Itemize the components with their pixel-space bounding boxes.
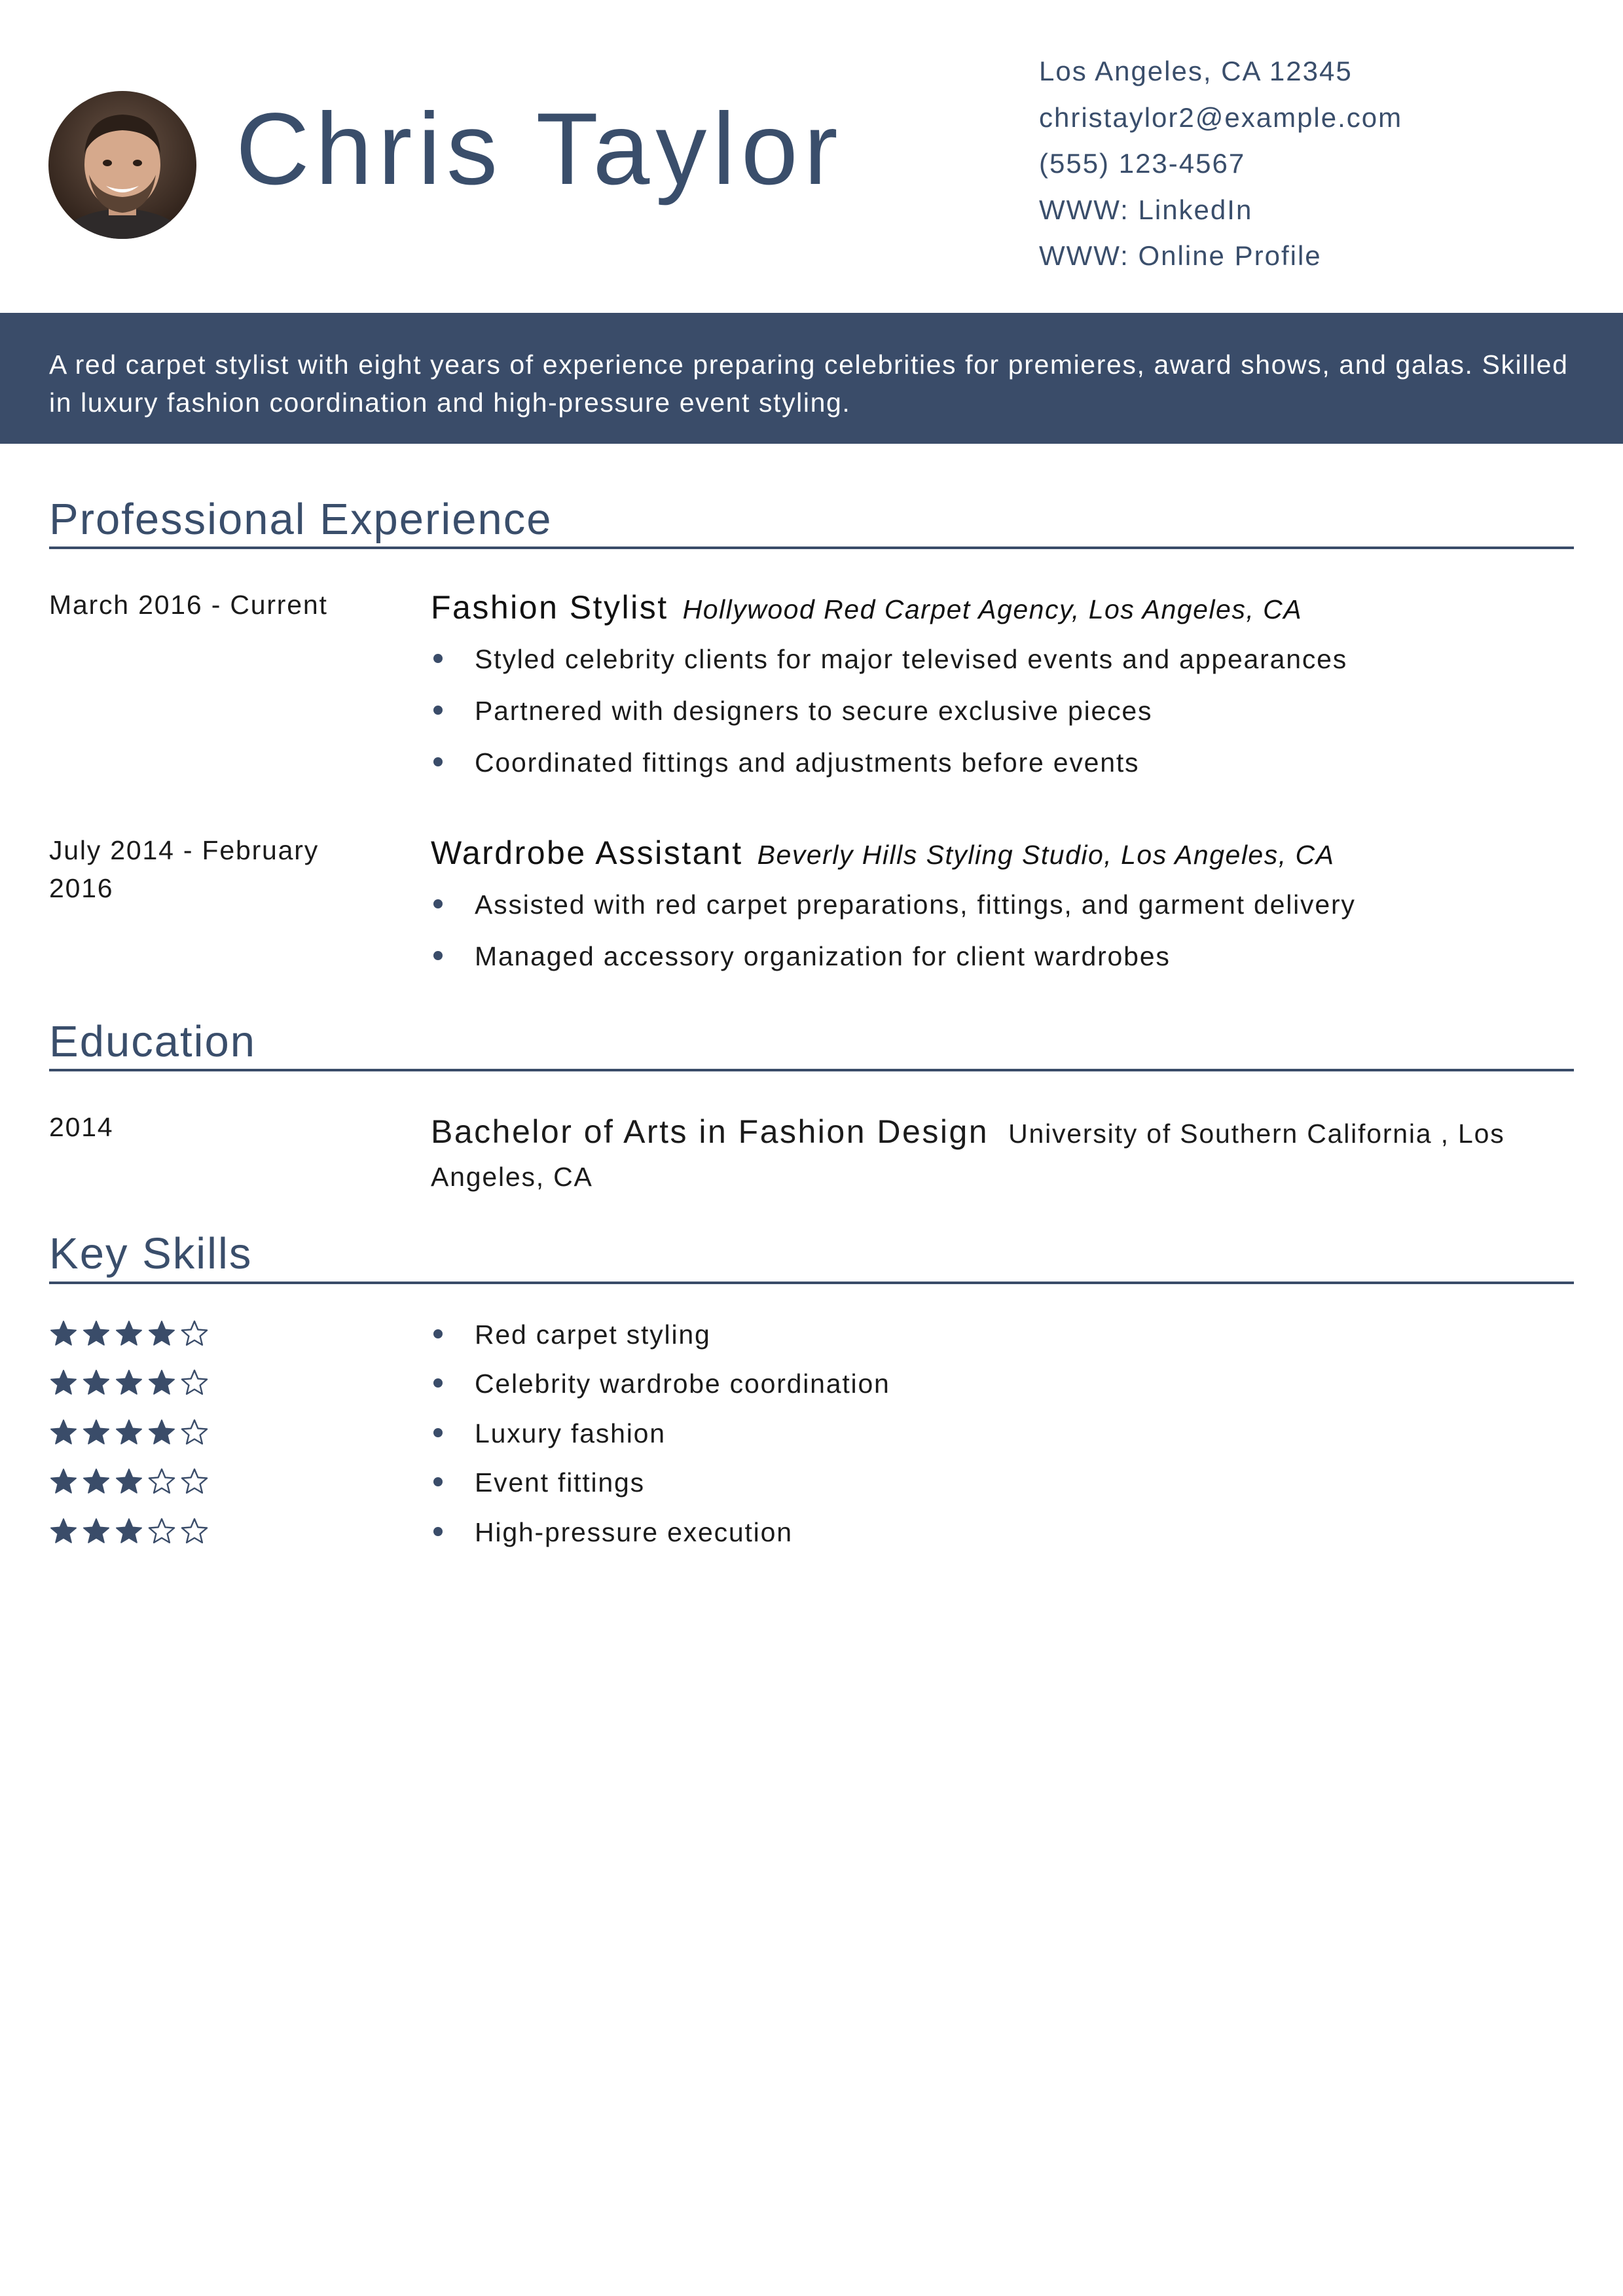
contact-linkedin[interactable]: WWW: LinkedIn [1039, 194, 1253, 225]
skill-label: Luxury fashion [431, 1414, 666, 1452]
section-title-experience: Professional Experience [49, 495, 553, 544]
section-divider [49, 547, 1574, 549]
star-empty-icon [147, 1517, 176, 1546]
star-filled-icon [49, 1319, 78, 1348]
experience-dates: July 2014 - February 2016 [49, 835, 319, 903]
star-filled-icon [49, 1369, 78, 1397]
section-title-education: Education [49, 1017, 256, 1066]
experience-bullets [431, 886, 1574, 989]
star-filled-icon [115, 1517, 143, 1546]
star-filled-icon [49, 1418, 78, 1447]
section-divider [49, 1282, 1574, 1284]
skill-rating [49, 1369, 431, 1397]
summary-text: A red carpet stylist with eight years of experience preparing celebrities for premieres, award shows, and galas. Skilled in luxury fashion coordination and high-pressure event styling. [49, 350, 1569, 418]
skill-row [49, 1467, 890, 1516]
education-entry [431, 1110, 1574, 1198]
list-item: Styled celebrity clients for major televised events and appearances [431, 640, 1574, 692]
star-filled-icon [82, 1369, 111, 1397]
star-empty-icon [180, 1418, 209, 1447]
experience-heading [431, 830, 1574, 878]
skills-list [49, 1319, 890, 1566]
list-item: Assisted with red carpet preparations, fittings, and garment delivery [431, 886, 1574, 937]
list-item: Partnered with designers to secure exclusive pieces [431, 692, 1574, 744]
star-filled-icon [49, 1517, 78, 1546]
contact-online-profile[interactable]: WWW: Online Profile [1039, 240, 1322, 271]
star-empty-icon [180, 1517, 209, 1546]
section-divider [49, 1069, 1574, 1071]
star-filled-icon [49, 1467, 78, 1496]
skill-label: Red carpet styling [431, 1316, 711, 1354]
skill-rating [49, 1319, 431, 1348]
skill-label: Celebrity wardrobe coordination [431, 1365, 890, 1403]
person-photo-icon [48, 91, 196, 239]
star-filled-icon [147, 1319, 176, 1348]
skill-label: High-pressure execution [431, 1513, 793, 1551]
skill-row [49, 1369, 890, 1418]
education-year: 2014 [49, 1112, 114, 1142]
profile-photo [48, 91, 196, 239]
school: University of Southern California , Los Angeles, CA [431, 1119, 1505, 1192]
star-filled-icon [82, 1418, 111, 1447]
experience-entry [431, 830, 1574, 989]
star-filled-icon [82, 1467, 111, 1496]
star-filled-icon [115, 1467, 143, 1496]
employer: Beverly Hills Styling Studio, Los Angeles, CA [757, 840, 1335, 870]
contact-phone[interactable]: (555) 123-4567 [1039, 148, 1246, 179]
contact-address: Los Angeles, CA 12345 [1039, 56, 1353, 86]
candidate-name: Chris Taylor [236, 92, 844, 206]
star-empty-icon [180, 1319, 209, 1348]
star-empty-icon [180, 1467, 209, 1496]
star-filled-icon [82, 1319, 111, 1348]
list-item: Managed accessory organization for client wardrobes [431, 937, 1574, 989]
star-filled-icon [115, 1369, 143, 1397]
skill-row [49, 1418, 890, 1467]
star-empty-icon [147, 1467, 176, 1496]
star-filled-icon [147, 1418, 176, 1447]
section-title-skills: Key Skills [49, 1229, 253, 1278]
employer: Hollywood Red Carpet Agency, Los Angeles, CA [682, 594, 1303, 624]
star-empty-icon [180, 1369, 209, 1397]
skill-rating [49, 1418, 431, 1447]
list-item: Coordinated fittings and adjustments before events [431, 744, 1574, 795]
resume-header [0, 0, 1623, 313]
contact-list [1039, 51, 1402, 282]
experience-entry [431, 584, 1574, 795]
star-filled-icon [115, 1319, 143, 1348]
star-filled-icon [147, 1369, 176, 1397]
job-title: Wardrobe Assistant [431, 834, 743, 871]
skill-rating [49, 1517, 431, 1546]
summary-banner [0, 313, 1623, 444]
skill-row [49, 1517, 890, 1566]
star-filled-icon [115, 1418, 143, 1447]
job-title: Fashion Stylist [431, 589, 668, 626]
skill-label: Event fittings [431, 1463, 645, 1501]
skill-row [49, 1319, 890, 1369]
skill-rating [49, 1467, 431, 1496]
contact-email[interactable]: christaylor2@example.com [1039, 101, 1403, 133]
experience-dates: March 2016 - Current [49, 590, 328, 620]
experience-heading [431, 584, 1574, 632]
degree: Bachelor of Arts in Fashion Design [431, 1113, 989, 1150]
star-filled-icon [82, 1517, 111, 1546]
experience-bullets [431, 640, 1574, 795]
